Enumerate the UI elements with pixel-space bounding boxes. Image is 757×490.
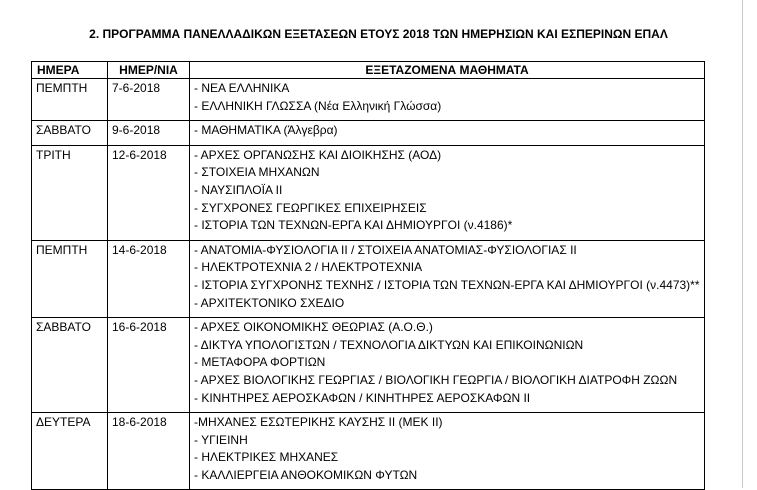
table-row — [32, 145, 705, 240]
cell-subjects — [190, 145, 705, 240]
header-subjects: ΕΞΕΤΑΖΟΜΕΝΑ ΜΑΘΗΜΑΤΑ — [190, 62, 705, 79]
cell-date: 14-6-2018 — [108, 240, 190, 317]
subject-item: -ΜΗΧΑΝΕΣ ΕΣΩΤΕΡΙΚΗΣ ΚΑΥΣΗΣ ΙΙ (ΜΕΚ ΙΙ) — [194, 415, 443, 430]
cell-subjects — [190, 121, 705, 146]
cell-subjects — [190, 413, 705, 490]
subject-item: - ΑΡΧΕΣ ΟΡΓΑΝΩΣΗΣ ΚΑΙ ΔΙΟΙΚΗΣΗΣ (ΑΟΔ) — [194, 147, 442, 162]
subject-item: - ΑΡΧΕΣ ΒΙΟΛΟΓΙΚΗΣ ΓΕΩΡΓΙΑΣ / ΒΙΟΛΟΓΙΚΗ ΓΕΩΡΓΙΑ / ΒΙΟΛΟΓΙΚΗ ΔΙΑΤΡΟΦΗ ΖΩΩΝ — [194, 372, 678, 387]
subject-item: - ΕΛΛΗΝΙΚΗ ΓΛΩΣΣΑ (Νέα Ελληνική Γλώσσα) — [194, 98, 442, 113]
cell-date: 18-6-2018 — [108, 413, 190, 490]
cell-date: 16-6-2018 — [108, 318, 190, 413]
subject-item: - ΣΥΓΧΡΟΝΕΣ ΓΕΩΡΓΙΚΕΣ ΕΠΙΧΕΙΡΗΣΕΙΣ — [194, 200, 427, 215]
page-edge-line — [742, 0, 743, 488]
table-row — [32, 318, 705, 413]
subject-item: - ΜΑΘΗΜΑΤΙΚΑ (Άλγεβρα) — [194, 123, 338, 138]
table-row — [32, 79, 705, 121]
subject-item: - ΙΣΤΟΡΙΑ ΣΥΓΧΡΟΝΗΣ ΤΕΧΝΗΣ / ΙΣΤΟΡΙΑ ΤΩΝ ΤΕΧΝΩΝ-ΕΡΓΑ ΚΑΙ ΔΗΜΙΟΥΡΓΟΙ (ν.4473)** — [194, 277, 700, 292]
subject-item: - ΚΙΝΗΤΗΡΕΣ ΑΕΡΟΣΚΑΦΩΝ / ΚΙΝΗΤΗΡΕΣ ΑΕΡΟΣΚΑΦΩΝ ΙΙ — [194, 390, 531, 405]
cell-subjects — [190, 79, 705, 121]
subject-item: - ΑΡΧΙΤΕΚΤΟΝΙΚΟ ΣΧΕΔΙΟ — [194, 295, 345, 310]
cell-day: ΠΕΜΠΤΗ — [32, 240, 108, 317]
table-row — [32, 413, 705, 490]
cell-day: ΣΑΒΒΑΤΟ — [32, 318, 108, 413]
table-row — [32, 121, 705, 146]
header-day: ΗΜΕΡΑ — [32, 62, 108, 79]
cell-subjects — [190, 318, 705, 413]
cell-day: ΣΑΒΒΑΤΟ — [32, 121, 108, 146]
subject-item: - ΑΡΧΕΣ ΟΙΚΟΝΟΜΙΚΗΣ ΘΕΩΡΙΑΣ (Α.Ο.Θ.) — [194, 320, 433, 335]
subject-item: - ΗΛΕΚΤΡΙΚΕΣ ΜΗΧΑΝΕΣ — [194, 450, 339, 465]
cell-date: 12-6-2018 — [108, 145, 190, 240]
cell-date: 9-6-2018 — [108, 121, 190, 146]
cell-date: 7-6-2018 — [108, 79, 190, 121]
subject-item: - ΗΛΕΚΤΡΟΤΕΧΝΙΑ 2 / ΗΛΕΚΤΡΟΤΕΧΝΙΑ — [194, 260, 423, 275]
cell-day: ΠΕΜΠΤΗ — [32, 79, 108, 121]
table-header-row — [32, 62, 705, 79]
cell-day: ΤΡΙΤΗ — [32, 145, 108, 240]
subject-item: - ΝΕΑ ΕΛΛΗΝΙΚΑ — [194, 81, 290, 95]
subject-item: - ΑΝΑΤΟΜΙΑ-ΦΥΣΙΟΛΟΓΙΑ ΙΙ / ΣΤΟΙΧΕΙΑ ΑΝΑΤΟΜΙΑΣ-ΦΥΣΙΟΛΟΓΙΑΣ ΙΙ — [194, 242, 577, 257]
subject-item: - ΜΕΤΑΦΟΡΑ ΦΟΡΤΙΩΝ — [194, 355, 326, 370]
table-row — [32, 240, 705, 317]
subject-item: - ΝΑΥΣΙΠΛΟΪΑ ΙΙ — [194, 182, 283, 197]
subject-item: - ΙΣΤΟΡΙΑ ΤΩΝ ΤΕΧΝΩΝ-ΕΡΓΑ ΚΑΙ ΔΗΜΙΟΥΡΓΟΙ (ν.4186)* — [194, 218, 513, 233]
subject-item: - ΔΙΚΤΥΑ ΥΠΟΛΟΓΙΣΤΩΝ / ΤΕΧΝΟΛΟΓΙΑ ΔΙΚΤΥΩΝ ΚΑΙ ΕΠΙΚΟΙΝΩΝΙΩΝ — [194, 337, 584, 352]
subject-item: - ΣΤΟΙΧΕΙΑ ΜΗΧΑΝΩΝ — [194, 165, 320, 180]
cell-subjects — [190, 240, 705, 317]
subject-item: - ΥΓΙΕΙΝΗ — [194, 432, 248, 447]
document-title: 2. ΠΡΟΓΡΑΜΜΑ ΠΑΝΕΛΛΑΔΙΚΩΝ ΕΞΕΤΑΣΕΩΝ ΕΤΟΥΣ 2018 ΤΩΝ ΗΜΕΡΗΣΙΩΝ ΚΑΙ ΕΣΠΕΡΙΝΩΝ ΕΠΑΛ — [89, 27, 668, 41]
cell-day: ΔΕΥΤΕΡΑ — [32, 413, 108, 490]
subject-item: - ΚΑΛΛΙΕΡΓΕΙΑ ΑΝΘΟΚΟΜΙΚΩΝ ΦΥΤΩΝ — [194, 467, 418, 482]
header-date: ΗΜΕΡ/ΝΙΑ — [108, 62, 190, 79]
exam-schedule-table — [31, 61, 705, 490]
